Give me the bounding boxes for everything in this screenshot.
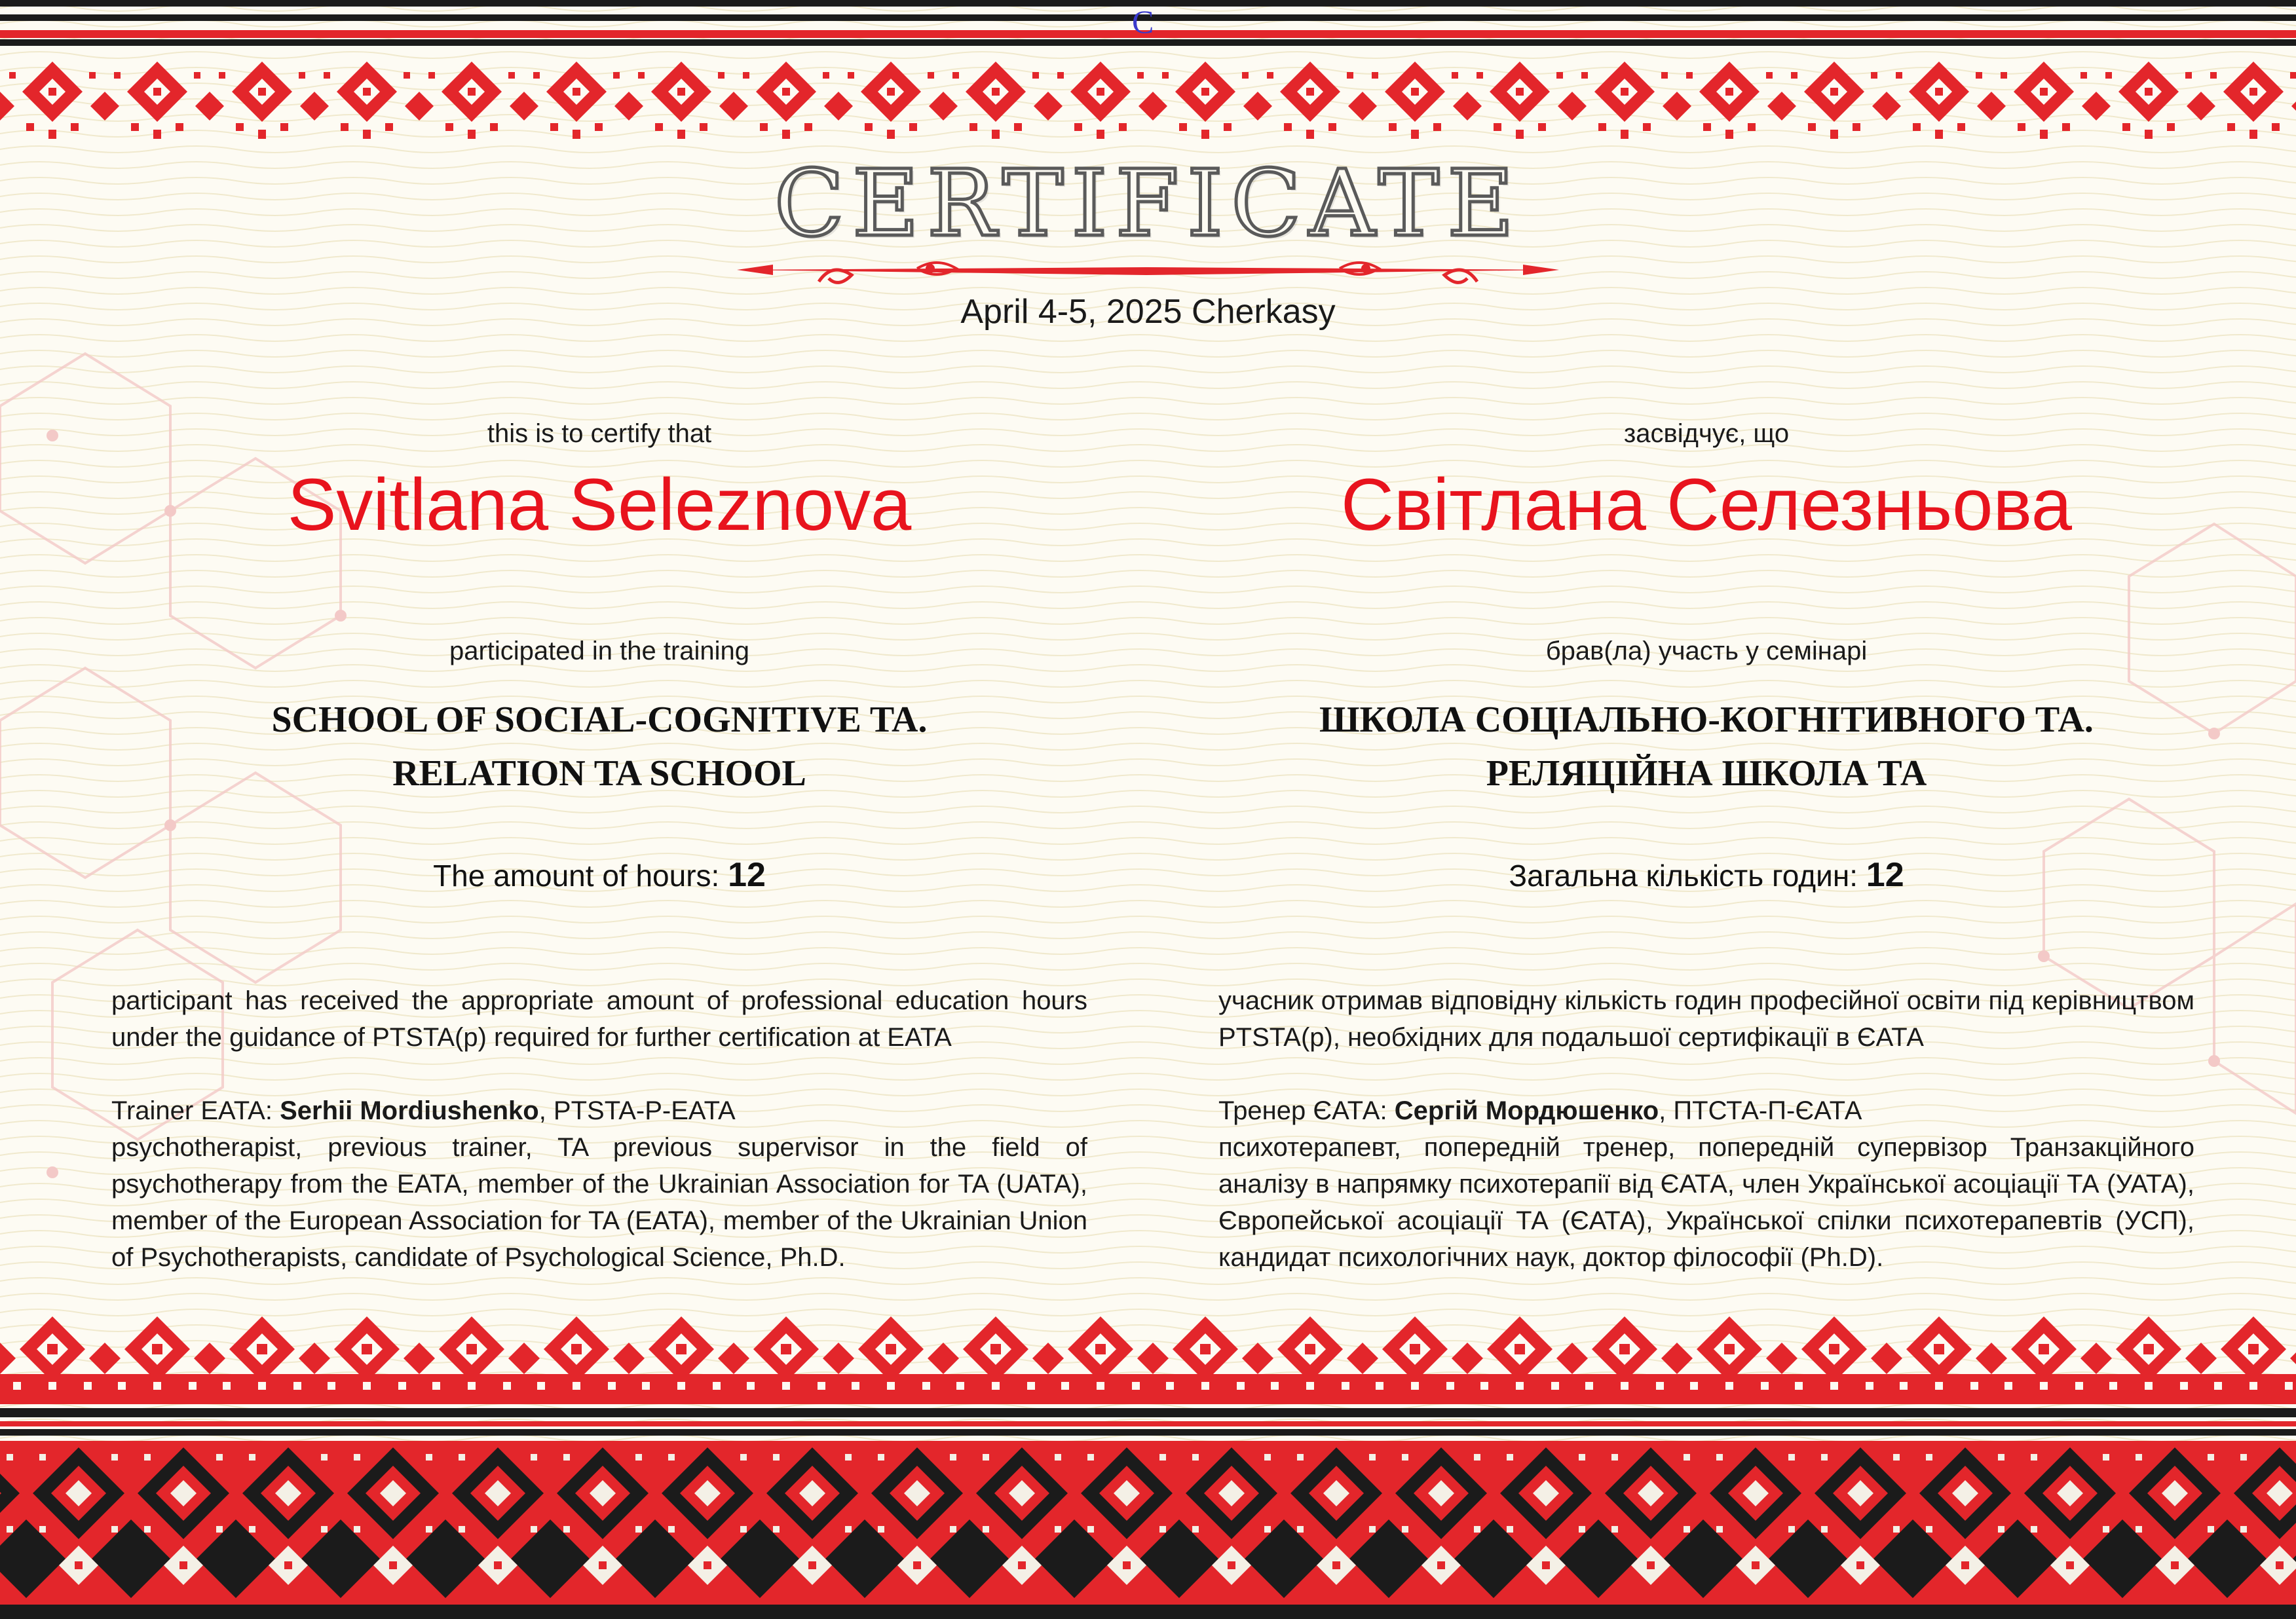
trainer-line (111, 1092, 1087, 1129)
trainer-name-ua: Сергій Мордюшенко (1394, 1096, 1659, 1125)
training-title-line1: SCHOOL OF SOCIAL-COGNITIVE TA. (271, 699, 928, 740)
trainer-title-ua: , ПТСТА-П-ЄАТА (1659, 1096, 1862, 1125)
training-title-ua-line1: ШКОЛА СОЦІАЛЬНО-КОГНІТИВНОГО ТА. (1319, 699, 2094, 740)
trainer-line-ua (1218, 1092, 2194, 1129)
participated-label-ua: брав(ла) участь у семінарі (1545, 637, 1868, 665)
recipient-name-ua: Світлана Селезньова (1340, 464, 2072, 546)
trainer-name: Serhii Mordiushenko (280, 1096, 539, 1125)
training-title-line2: RELATION TA SCHOOL (392, 753, 806, 794)
statement-block (111, 982, 1087, 1276)
trainer-bio: psychotherapist, previous trainer, TA previous supervisor in the field of psychotherapy from the EATA, member of the Ukrainian Association for TA (UATA), member of the European Association for TA (EATA), member of the Ukrainian Union of Psychotherapists, candidate of Psychological Science, Ph.D. (111, 1133, 1087, 1272)
hours-line-ua (1218, 855, 2194, 895)
header-mark: C (1132, 3, 1154, 40)
trainer-title: , PTSTA-P-EATA (538, 1096, 736, 1125)
hours-value: 12 (728, 856, 766, 894)
hours-label: The amount of hours: (433, 859, 728, 893)
hours-value-ua: 12 (1866, 856, 1904, 894)
date-location: April 4-5, 2025 Cherkasy (960, 293, 1336, 331)
statement-block-ua (1218, 982, 2194, 1276)
training-title (111, 693, 1087, 800)
hours-label-ua: Загальна кількість годин: (1509, 859, 1866, 893)
statement-text-ua: учасник отримав відповідну кількість годин професійної освіти під керівництвом PTSTA(p), необхідних для подальшої сертифікації в ЄАТА (1218, 986, 2194, 1052)
training-title-ua-line2: РЕЛЯЦІЙНА ШКОЛА ТА (1486, 753, 1927, 794)
recipient-name: Svitlana Seleznova (287, 464, 912, 546)
certificate-title: CERTIFICATE (774, 151, 1522, 257)
statement-text: participant has received the appropriate amount of professional education hours under the guidance of PTSTA(p) required for further certification at EATA (111, 986, 1087, 1052)
certify-intro: this is to certify that (487, 419, 712, 448)
certify-intro-ua: засвідчує, що (1623, 419, 1790, 448)
participated-label: participated in the training (449, 637, 750, 665)
trainer-label: Trainer EATA: (111, 1096, 280, 1125)
hours-line (111, 855, 1087, 895)
trainer-bio-ua: психотерапевт, попередній тренер, попередній супервізор Транзакційного аналізу в напрямку психотерапії від ЄАТА, член Української асоціації ТА (УАТА), Європейської асоціації ТА (ЄАТА), Української спілки психотерапевтів (УСП), кандидат психологічних наук, доктор філософії (Ph.D). (1218, 1133, 2194, 1272)
training-title-ua (1218, 693, 2194, 800)
trainer-label-ua: Тренер ЄАТА: (1218, 1096, 1395, 1125)
